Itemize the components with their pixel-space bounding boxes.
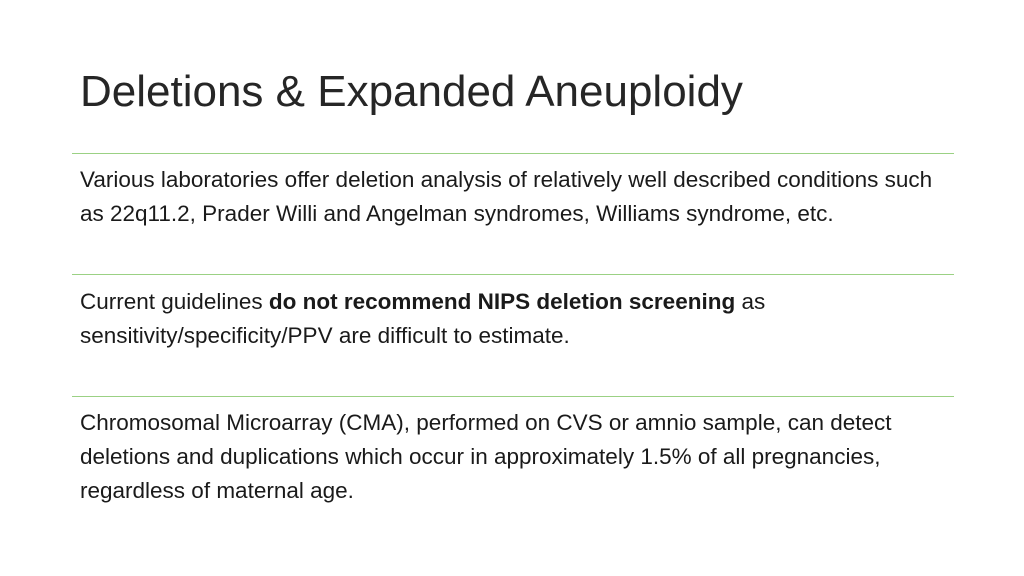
content-item-1: [80, 163, 952, 231]
content-item-3-text: Chromosomal Microarray (CMA), performed on CVS or amnio sample, can detect deletions and duplications which occur in approximately 1.5% of all pregnancies, regardless of maternal age.: [80, 410, 892, 503]
slide-title: Deletions & Expanded Aneuploidy: [80, 67, 743, 116]
content-item-3: [80, 406, 952, 508]
content-item-1-text: Various laboratories offer deletion analysis of relatively well described conditions such as 22q11.2, Prader Willi and Angelman syndromes, Williams syndrome, etc.: [80, 167, 933, 226]
divider-line-3: [72, 396, 954, 397]
content-item-2: [80, 285, 952, 353]
content-item-2-text-before: Current guidelines: [80, 289, 269, 314]
content-item-2-text-after: as sensitivity/specificity/PPV are difficult to estimate.: [80, 289, 766, 348]
divider-line-1: [72, 153, 954, 154]
divider-line-2: [72, 274, 954, 275]
content-item-2-bold-text: do not recommend NIPS deletion screening: [268, 289, 736, 314]
